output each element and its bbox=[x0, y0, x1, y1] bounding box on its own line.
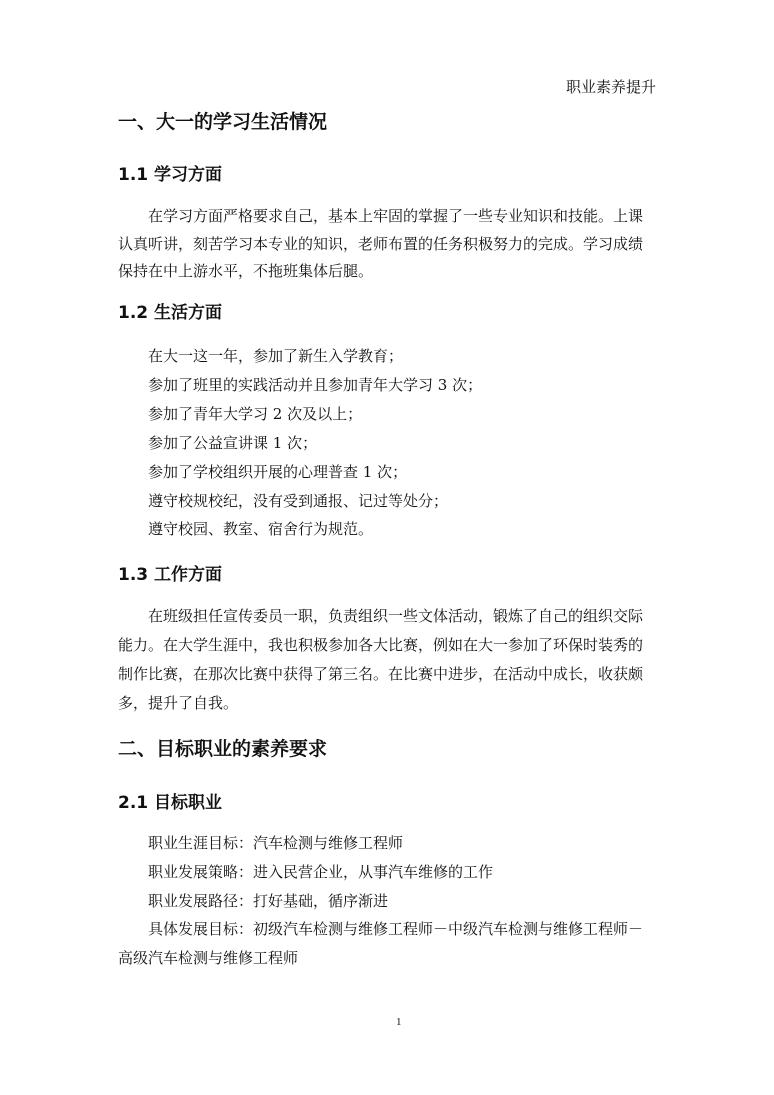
section-heading-2: 二、目标职业的素养要求 bbox=[118, 738, 328, 760]
page-number: 1 bbox=[396, 1016, 402, 1028]
list-item: 遵守校园、教室、宿舍行为规范。 bbox=[148, 520, 374, 538]
paragraph-line: 高级汽车检测与维修工程师 bbox=[118, 949, 299, 967]
list-item: 遵守校规校纪，没有受到通报、记过等处分； bbox=[148, 492, 449, 510]
section-heading-1: 一、大一的学习生活情况 bbox=[118, 111, 328, 133]
paragraph-line: 具体发展目标：初级汽车检测与维修工程师－中级汽车检测与维修工程师－ bbox=[148, 920, 644, 938]
paragraph-line: 职业发展路径：打好基础，循序渐进 bbox=[148, 892, 389, 910]
list-item: 参加了班里的实践活动并且参加青年大学习 3 次； bbox=[148, 376, 483, 394]
subsection-heading-1-1: 1.1 学习方面 bbox=[118, 165, 223, 185]
paragraph-line: 在班级担任宣传委员一职，负责组织一些文体活动，锻炼了自己的组织交际 bbox=[148, 607, 644, 625]
subsection-heading-1-3: 1.3 工作方面 bbox=[118, 565, 223, 585]
paragraph-line: 能力。在大学生涯中，我也积极参加各大比赛，例如在大一参加了环保时装秀的 bbox=[118, 636, 644, 654]
list-item: 参加了公益宣讲课 1 次； bbox=[148, 434, 318, 452]
list-item: 参加了学校组织开展的心理普查 1 次； bbox=[148, 463, 408, 481]
paragraph-line: 制作比赛，在那次比赛中获得了第三名。在比赛中进步，在活动中成长，收获颇 bbox=[118, 665, 644, 683]
paragraph-line: 多，提升了自我。 bbox=[118, 694, 239, 712]
paragraph-line: 职业生涯目标：汽车检测与维修工程师 bbox=[148, 834, 404, 852]
subsection-heading-2-1: 2.1 目标职业 bbox=[118, 793, 223, 813]
paragraph-line: 保持在中上游水平，不拖班集体后腿。 bbox=[118, 262, 374, 280]
paragraph-line: 在学习方面严格要求自己，基本上牢固的掌握了一些专业知识和技能。上课 bbox=[148, 207, 644, 225]
paragraph-line: 职业发展策略：进入民营企业，从事汽车维修的工作 bbox=[148, 863, 494, 881]
paragraph-line: 认真听讲，刻苦学习本专业的知识，老师布置的任务积极努力的完成。学习成绩 bbox=[118, 235, 644, 253]
subsection-heading-1-2: 1.2 生活方面 bbox=[118, 303, 223, 323]
list-item: 参加了青年大学习 2 次及以上； bbox=[148, 405, 363, 423]
page-header: 职业素养提升 bbox=[566, 78, 657, 96]
list-item: 在大一这一年，参加了新生入学教育； bbox=[148, 347, 404, 365]
